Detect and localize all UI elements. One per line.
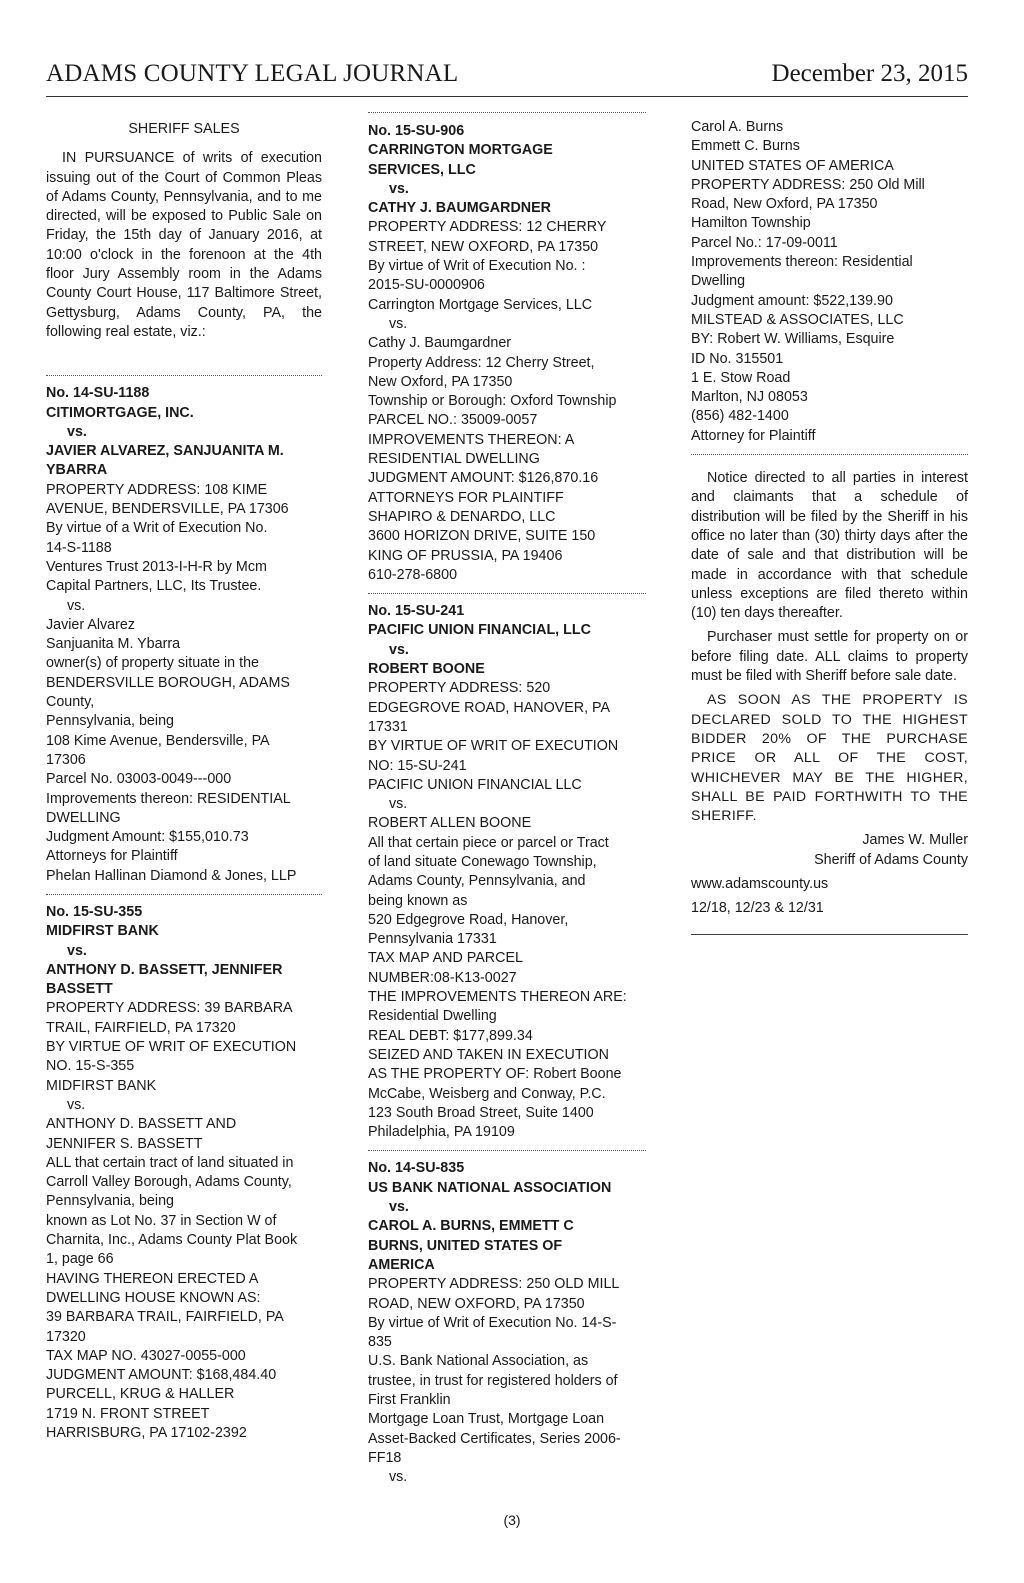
column-2: [368, 112, 646, 1487]
case-line: JUDGMENT AMOUNT: $126,870.16: [368, 470, 599, 487]
case-line: NO: 15-SU-241: [368, 757, 467, 774]
issue-date: December 23, 2015: [771, 60, 968, 87]
case-line: By virtue of Writ of Execution No. 14-S-: [368, 1314, 617, 1331]
case-line: PURCELL, KRUG & HALLER: [46, 1386, 235, 1403]
case-line: Ventures Trust 2013-I-H-R by Mcm: [46, 558, 267, 575]
case-line: Attorney for Plaintiff: [691, 427, 816, 444]
defendant: ROBERT BOONE: [368, 661, 485, 678]
defendant: AMERICA: [368, 1256, 435, 1273]
case-line: By virtue of a Writ of Execution No.: [46, 520, 268, 537]
case-line: Property Address: 12 Cherry Street,: [368, 354, 595, 371]
case-line: 39 BARBARA TRAIL, FAIRFIELD, PA: [46, 1309, 284, 1326]
case-line: Improvements thereon: RESIDENTIAL: [46, 790, 291, 807]
separator: [368, 112, 646, 113]
case-line: By virtue of Writ of Execution No. :: [368, 258, 586, 275]
distribution-notice: Notice directed to all parties in interest and claimants that a schedule of distribution will be filed by the Sheriff in his office no later than (30) thirty days after the date of sale and that distribution will be made in accordance with that schedule unless exceptions are filed thereto within (10) ten days thereafter.: [691, 470, 968, 622]
plaintiff: CARRINGTON MORTGAGE: [368, 142, 553, 159]
case-line: PROPERTY ADDRESS: 250 Old Mill: [691, 176, 925, 193]
case-line: SEIZED AND TAKEN IN EXECUTION: [368, 1046, 609, 1063]
case-line: TRAIL, FAIRFIELD, PA 17320: [46, 1019, 236, 1036]
case-line: County,: [46, 694, 95, 711]
case-line: U.S. Bank National Association, as: [368, 1353, 589, 1370]
case-line: ATTORNEYS FOR PLAINTIFF: [368, 489, 564, 506]
case-line: 1 E. Stow Road: [691, 369, 791, 386]
sheriff-title: Sheriff of Adams County: [814, 851, 968, 868]
case-line: vs.: [67, 597, 86, 614]
case-line: Carroll Valley Borough, Adams County,: [46, 1174, 292, 1191]
column-1: [46, 112, 322, 1443]
case-line: NUMBER:08-K13-0027: [368, 969, 517, 986]
case-line: ID No. 315501: [691, 350, 784, 367]
case-line: Charnita, Inc., Adams County Plat Book: [46, 1232, 298, 1249]
publication-dates: 12/18, 12/23 & 12/31: [691, 900, 824, 917]
case-line: 1719 N. FRONT STREET: [46, 1405, 210, 1422]
case-line: 108 Kime Avenue, Bendersville, PA: [46, 732, 270, 749]
case-line: TAX MAP AND PARCEL: [368, 950, 523, 967]
case-line: Carol A. Burns: [691, 119, 784, 135]
website-link[interactable]: www.adamscounty.us: [691, 875, 829, 892]
case-line: Capital Partners, LLC, Its Trustee.: [46, 578, 262, 595]
case-14-su-835: [368, 1159, 646, 1487]
case-line: Dwelling: [691, 273, 746, 290]
case-line: being known as: [368, 892, 468, 909]
case-line: NO. 15-S-355: [46, 1058, 135, 1075]
case-line: 2015-SU-0000906: [368, 277, 485, 294]
section-heading: SHERIFF SALES: [128, 121, 240, 137]
case-line: Emmett C. Burns: [691, 138, 800, 155]
case-line: 835: [368, 1334, 392, 1351]
separator: [46, 894, 322, 895]
case-line: owner(s) of property situate in the: [46, 655, 259, 672]
case-line: THE IMPROVEMENTS THEREON ARE:: [368, 989, 627, 1006]
case-line: vs.: [67, 1096, 86, 1113]
plaintiff: PACIFIC UNION FINANCIAL, LLC: [368, 622, 591, 639]
plaintiff: MIDFIRST BANK: [46, 923, 159, 940]
end-rule: [691, 934, 968, 935]
case-line: PARCEL NO.: 35009-0057: [368, 412, 538, 429]
case-line: 123 South Broad Street, Suite 1400: [368, 1104, 594, 1121]
purchaser-notice: Purchaser must settle for property on or before filing date. ALL claims to property must be filed with Sheriff before sale date.: [691, 629, 968, 685]
case-line: Improvements thereon: Residential: [691, 254, 913, 271]
case-line: Cathy J. Baumgardner: [368, 335, 512, 352]
case-line: trustee, in trust for registered holders of: [368, 1372, 618, 1389]
case-line: Mortgage Loan Trust, Mortgage Loan: [368, 1411, 605, 1428]
defendant: BURNS, UNITED STATES OF: [368, 1237, 563, 1254]
case-line: 3600 HORIZON DRIVE, SUITE 150: [368, 528, 596, 545]
case-line: HAVING THEREON ERECTED A: [46, 1270, 259, 1287]
case-line: BY VIRTUE OF WRIT OF EXECUTION: [46, 1039, 297, 1056]
case-number: No. 15-SU-355: [46, 903, 143, 920]
case-line: ANTHONY D. BASSETT AND: [46, 1116, 237, 1133]
case-line: Judgment Amount: $155,010.73: [46, 829, 249, 846]
case-number: No. 15-SU-906: [368, 123, 465, 139]
case-line: vs.: [389, 796, 408, 813]
defendant: JAVIER ALVAREZ, SANJUANITA M.: [46, 443, 284, 460]
case-line: Parcel No.: 17-09-0011: [691, 234, 838, 251]
case-line: All that certain piece or parcel or Tract: [368, 834, 609, 851]
case-line: ROBERT ALLEN BOONE: [368, 815, 532, 832]
case-15-su-241: [368, 602, 646, 1142]
case-line: STREET, NEW OXFORD, PA 17350: [368, 238, 599, 255]
case-line: Hamilton Township: [691, 215, 811, 232]
versus: vs.: [67, 942, 87, 959]
case-line: JENNIFER S. BASSETT: [46, 1135, 203, 1152]
case-line: AVENUE, BENDERSVILLE, PA 17306: [46, 501, 289, 518]
case-line: Adams County, Pennsylvania, and: [368, 873, 586, 890]
defendant: BASSETT: [46, 981, 113, 998]
case-line: known as Lot No. 37 in Section W of: [46, 1212, 277, 1229]
case-line: DWELLING HOUSE KNOWN AS:: [46, 1289, 261, 1306]
column-3: [691, 112, 968, 935]
versus: vs.: [389, 1199, 409, 1216]
case-line: vs.: [389, 1469, 408, 1486]
case-line: BENDERSVILLE BOROUGH, ADAMS: [46, 674, 290, 691]
case-line: PROPERTY ADDRESS: 12 CHERRY: [368, 219, 607, 236]
sheriff-name: James W. Muller: [862, 832, 968, 849]
case-line: PROPERTY ADDRESS: 108 KIME: [46, 481, 268, 498]
separator: [368, 593, 646, 594]
plaintiff: US BANK NATIONAL ASSOCIATION: [368, 1179, 612, 1196]
case-15-su-355: [46, 903, 322, 1443]
case-line: Pennsylvania 17331: [368, 931, 497, 948]
separator: [46, 375, 322, 376]
journal-header: [46, 58, 968, 97]
case-14-su-835-continued: [691, 118, 968, 446]
defendant: YBARRA: [46, 462, 108, 479]
case-line: Phelan Hallinan Diamond & Jones, LLP: [46, 867, 297, 884]
case-line: ALL that certain tract of land situated in: [46, 1154, 294, 1171]
case-line: TAX MAP NO. 43027-0055-000: [46, 1347, 246, 1364]
case-line: Philadelphia, PA 19109: [368, 1124, 515, 1141]
case-line: REAL DEBT: $177,899.34: [368, 1027, 533, 1044]
case-line: 14-S-1188: [46, 539, 112, 556]
case-line: of land situate Conewago Township,: [368, 853, 597, 870]
case-line: Pennsylvania, being: [46, 1193, 174, 1210]
case-line: FF18: [368, 1449, 402, 1466]
case-line: First Franklin: [368, 1392, 451, 1408]
versus: vs.: [389, 641, 409, 658]
case-line: IMPROVEMENTS THEREON: A: [368, 431, 575, 448]
defendant: ANTHONY D. BASSETT, JENNIFER: [46, 961, 283, 978]
case-number: No. 14-SU-1188: [46, 385, 150, 402]
case-line: Road, New Oxford, PA 17350: [691, 196, 878, 213]
case-line: PROPERTY ADDRESS: 520: [368, 680, 551, 697]
case-line: PROPERTY ADDRESS: 39 BARBARA: [46, 1000, 293, 1017]
case-number: No. 15-SU-241: [368, 603, 465, 620]
case-line: BY: Robert W. Williams, Esquire: [691, 331, 895, 348]
defendant: CAROL A. BURNS, EMMETT C: [368, 1218, 574, 1235]
versus: vs.: [67, 423, 87, 440]
case-line: BY VIRTUE OF WRIT OF EXECUTION: [368, 738, 619, 755]
page-number: (3): [503, 1512, 521, 1528]
case-line: PACIFIC UNION FINANCIAL LLC: [368, 776, 582, 793]
case-line: AS THE PROPERTY OF: Robert Boone: [368, 1066, 622, 1083]
case-line: MIDFIRST BANK: [46, 1077, 157, 1094]
case-line: MILSTEAD & ASSOCIATES, LLC: [691, 311, 904, 328]
case-line: 520 Edgegrove Road, Hanover,: [368, 911, 569, 928]
case-line: 1, page 66: [46, 1251, 114, 1268]
case-line: Residential Dwelling: [368, 1008, 497, 1025]
intro-paragraph: IN PURSUANCE of writs of execution issuing out of the Court of Common Pleas of Adams County, Pennsylvania, and to me directed, will be exposed to Public Sale on Friday, the 15th day of January 2016, at 10:00 o'clock in the forenoon at the 4th floor Jury Assembly room in the Adams County Court House, 117 Baltimore Street, Gettysburg, Adams County, PA, the following real estate, viz.:: [46, 150, 322, 340]
case-line: Javier Alvarez: [46, 616, 135, 633]
case-line: vs.: [389, 315, 408, 332]
case-line: Township or Borough: Oxford Township: [368, 393, 617, 410]
case-line: New Oxford, PA 17350: [368, 373, 513, 390]
separator: [691, 454, 968, 455]
case-line: 17306: [46, 751, 86, 768]
case-number: No. 14-SU-835: [368, 1160, 465, 1177]
case-line: Sanjuanita M. Ybarra: [46, 636, 181, 653]
case-line: DWELLING: [46, 809, 121, 826]
case-line: Pennsylvania, being: [46, 713, 174, 730]
case-line: Judgment amount: $522,139.90: [691, 292, 893, 309]
journal-title: ADAMS COUNTY LEGAL JOURNAL: [46, 60, 459, 87]
case-line: Carrington Mortgage Services, LLC: [368, 296, 593, 313]
case-line: EDGEGROVE ROAD, HANOVER, PA: [368, 699, 611, 716]
plaintiff: CITIMORTGAGE, INC.: [46, 404, 194, 421]
case-line: RESIDENTIAL DWELLING: [368, 451, 540, 468]
case-line: KING OF PRUSSIA, PA 19406: [368, 547, 563, 564]
case-line: UNITED STATES OF AMERICA: [691, 157, 894, 174]
case-line: 17331: [368, 718, 408, 735]
case-line: HARRISBURG, PA 17102-2392: [46, 1425, 247, 1441]
case-line: (856) 482-1400: [691, 408, 789, 425]
case-line: JUDGMENT AMOUNT: $168,484.40: [46, 1367, 277, 1384]
case-line: Marlton, NJ 08053: [691, 389, 808, 406]
versus: vs.: [389, 180, 409, 197]
case-line: McCabe, Weisberg and Conway, P.C.: [368, 1085, 606, 1102]
separator: [368, 1150, 646, 1151]
case-line: Asset-Backed Certificates, Series 2006-: [368, 1430, 621, 1447]
case-line: PROPERTY ADDRESS: 250 OLD MILL: [368, 1276, 620, 1293]
case-15-su-906: [368, 122, 646, 585]
case-line: Parcel No. 03003-0049---000: [46, 771, 232, 788]
payment-notice: AS SOON AS THE PROPERTY IS DECLARED SOLD TO THE HIGHEST BIDDER 20% OF THE PURCHASE PRICE OR ALL OF THE COST, WHICHEVER MAY BE THE HIGHER, SHALL BE PAID FORTHWITH TO THE SHERIFF.: [691, 692, 968, 825]
case-line: 17320: [46, 1328, 86, 1345]
case-line: 610-278-6800: [368, 566, 458, 583]
defendant: CATHY J. BAUMGARDNER: [368, 200, 551, 217]
plaintiff: SERVICES, LLC: [368, 161, 476, 178]
case-line: Attorneys for Plaintiff: [46, 848, 178, 865]
case-14-su-1188: [46, 384, 322, 886]
case-line: SHAPIRO & DENARDO, LLC: [368, 508, 556, 525]
case-line: ROAD, NEW OXFORD, PA 17350: [368, 1295, 585, 1312]
